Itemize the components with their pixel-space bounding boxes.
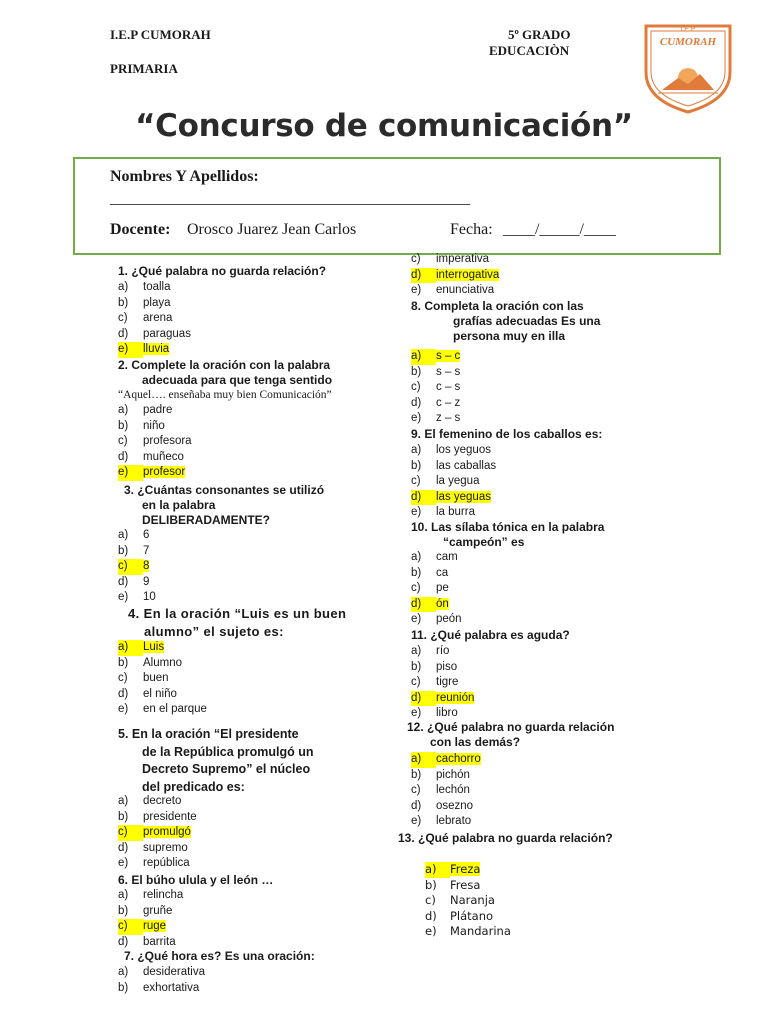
option-text: 7 xyxy=(143,544,150,557)
answer-option[interactable] xyxy=(411,474,496,490)
question-10 xyxy=(411,520,604,550)
question-13-options xyxy=(425,862,511,940)
option-letter: d) xyxy=(411,396,422,409)
option-text: toalla xyxy=(143,281,171,293)
option-text: tigre xyxy=(436,676,459,688)
answer-option[interactable] xyxy=(411,365,460,381)
option-text: imperativa xyxy=(436,253,490,265)
option-text: muñeco xyxy=(143,450,184,463)
answer-option[interactable] xyxy=(118,687,207,703)
option-text: reunión xyxy=(436,691,475,704)
option-letter: a) xyxy=(118,281,129,293)
option-text: playa xyxy=(143,296,171,309)
grade-label: 5º GRADO xyxy=(508,27,571,42)
option-letter: a) xyxy=(411,752,436,768)
question-11 xyxy=(411,628,570,643)
answer-option[interactable] xyxy=(411,799,481,815)
option-letter: d) xyxy=(411,490,436,506)
answer-option[interactable] xyxy=(411,644,474,660)
option-text: presidente xyxy=(143,810,197,823)
option-letter: b) xyxy=(118,904,129,917)
option-letter: b) xyxy=(118,296,129,309)
answer-option[interactable] xyxy=(411,660,474,676)
option-text: niño xyxy=(143,419,165,432)
option-text: Alumno xyxy=(143,656,182,669)
option-text: z – s xyxy=(436,412,461,424)
answer-option[interactable] xyxy=(411,283,499,299)
logo-text: CUMORAH xyxy=(659,36,717,48)
question-6 xyxy=(118,873,273,888)
answer-option[interactable] xyxy=(118,888,183,904)
answer-option[interactable] xyxy=(118,559,156,575)
teacher-label: Docente: xyxy=(110,221,171,238)
question-text: 11. ¿Qué palabra es aguda? xyxy=(411,628,570,642)
answer-option[interactable] xyxy=(411,566,462,582)
answer-option[interactable] xyxy=(411,268,499,284)
answer-option[interactable] xyxy=(411,459,496,475)
option-letter: e) xyxy=(118,342,143,358)
option-text: ón xyxy=(436,597,449,610)
option-text: paraguas xyxy=(143,327,191,340)
option-letter: c) xyxy=(118,559,143,575)
answer-option[interactable] xyxy=(118,311,191,327)
option-text: piso xyxy=(436,660,458,673)
area-label: EDUCACIÒN xyxy=(489,43,570,58)
option-letter: a) xyxy=(411,444,422,456)
option-letter: d) xyxy=(118,935,129,948)
answer-option[interactable] xyxy=(118,528,156,544)
option-letter: c) xyxy=(411,381,421,393)
option-text: buen xyxy=(143,672,169,684)
option-letter: a) xyxy=(411,645,422,657)
answer-option[interactable] xyxy=(118,841,197,857)
names-line[interactable]: _____________________________________________ xyxy=(110,190,470,207)
option-letter: d) xyxy=(425,908,437,923)
question-text: 6. El búho ulula y el león … xyxy=(118,873,274,887)
option-text: barrita xyxy=(143,935,176,948)
option-text: peón xyxy=(436,613,462,625)
school-logo xyxy=(640,20,736,114)
answer-option[interactable] xyxy=(411,675,474,691)
option-letter: b) xyxy=(118,419,129,432)
question-text-2: de la República promulgó un xyxy=(142,744,314,759)
option-letter: c) xyxy=(118,672,128,684)
option-letter: e) xyxy=(411,815,422,827)
option-text: ca xyxy=(436,566,449,579)
question-5-options xyxy=(118,794,197,872)
option-text: profesor xyxy=(143,466,186,478)
option-text: la burra xyxy=(436,506,475,518)
option-text: c – z xyxy=(436,396,461,409)
question-7 xyxy=(124,949,315,964)
question-8-options xyxy=(411,349,460,427)
option-text: en el parque xyxy=(143,703,207,715)
option-text: pichón xyxy=(436,768,470,781)
option-letter: b) xyxy=(118,544,129,557)
question-12 xyxy=(407,720,614,750)
question-text: 2. Complete la oración con la palabra xyxy=(118,358,331,372)
question-4-options xyxy=(118,640,207,718)
answer-option[interactable] xyxy=(118,575,156,591)
date-field[interactable]: ____/_____/____ xyxy=(503,221,616,238)
option-text: desiderativa xyxy=(143,966,206,978)
answer-option[interactable] xyxy=(411,505,496,521)
option-letter: d) xyxy=(118,327,129,340)
option-text: lluvia xyxy=(143,343,170,355)
answer-option[interactable] xyxy=(118,434,192,450)
option-letter: e) xyxy=(118,857,129,869)
option-text: arena xyxy=(143,312,173,324)
option-letter: c) xyxy=(411,784,421,796)
question-text-2: “campeón” es xyxy=(443,535,525,549)
option-letter: e) xyxy=(118,465,143,481)
option-text: cachorro xyxy=(436,753,481,765)
option-letter: b) xyxy=(411,459,422,472)
option-text: lechón xyxy=(436,784,470,796)
school-level: PRIMARIA xyxy=(110,61,178,76)
answer-option[interactable] xyxy=(118,450,192,466)
option-letter: a) xyxy=(118,795,129,807)
answer-option[interactable] xyxy=(118,327,191,343)
answer-option[interactable] xyxy=(118,671,207,687)
option-letter: a) xyxy=(411,349,436,365)
option-text: libro xyxy=(436,707,458,719)
answer-option[interactable] xyxy=(411,783,481,799)
answer-option[interactable] xyxy=(118,342,191,358)
option-text: supremo xyxy=(143,841,188,854)
answer-option[interactable] xyxy=(411,550,462,566)
option-letter: b) xyxy=(411,566,422,579)
answer-option[interactable] xyxy=(118,935,183,951)
answer-option[interactable] xyxy=(118,981,205,997)
option-letter: a) xyxy=(118,640,143,656)
answer-option[interactable] xyxy=(118,965,205,981)
question-text-2: alumno” el sujeto es: xyxy=(144,624,284,639)
option-letter: c) xyxy=(118,919,143,935)
question-text-2: grafías adecuadas Es una xyxy=(453,314,601,328)
option-letter: e) xyxy=(411,613,422,625)
question-9-options xyxy=(411,443,496,521)
option-letter: c) xyxy=(411,253,421,265)
question-text: 12. ¿Qué palabra no guarda relación xyxy=(407,720,615,734)
option-text: 6 xyxy=(143,529,150,541)
answer-option[interactable] xyxy=(411,581,462,597)
option-letter: c) xyxy=(118,435,128,447)
option-letter: a) xyxy=(118,404,129,416)
answer-option[interactable] xyxy=(425,909,511,925)
option-letter: b) xyxy=(118,656,129,669)
date-label: Fecha: xyxy=(450,221,493,238)
option-text: los yeguos xyxy=(436,444,491,456)
option-letter: a) xyxy=(425,862,450,878)
question-2-options xyxy=(118,403,192,481)
question-7-options-continued xyxy=(411,252,499,299)
question-2 xyxy=(118,358,332,388)
option-text: c – s xyxy=(436,381,461,393)
answer-option[interactable] xyxy=(411,490,496,506)
option-text: enunciativa xyxy=(436,284,495,296)
option-text: río xyxy=(436,645,450,657)
option-text: profesora xyxy=(143,435,192,447)
option-text: exhortativa xyxy=(143,981,200,994)
option-letter: b) xyxy=(411,660,422,673)
option-text: Freza xyxy=(450,862,481,876)
option-letter: c) xyxy=(118,825,143,841)
question-text-3: DELIBERADAMENTE? xyxy=(142,513,270,527)
option-letter: d) xyxy=(118,575,129,588)
answer-option[interactable] xyxy=(411,612,462,628)
option-text: las yeguas xyxy=(436,490,491,503)
option-text: s – c xyxy=(436,350,461,362)
option-letter: b) xyxy=(411,768,422,781)
question-11-options xyxy=(411,644,474,722)
question-7-options xyxy=(118,965,205,996)
option-letter: d) xyxy=(411,268,436,284)
answer-option[interactable] xyxy=(411,768,481,784)
question-text: 3. ¿Cuántas consonantes se utilizó xyxy=(124,483,325,497)
answer-option[interactable] xyxy=(425,924,511,940)
answer-option[interactable] xyxy=(411,814,481,830)
answer-option[interactable] xyxy=(118,419,192,435)
question-text-4: del predicado es: xyxy=(142,779,245,794)
option-letter: d) xyxy=(118,687,129,700)
option-letter: c) xyxy=(411,475,421,487)
question-text: 1. ¿Qué palabra no guarda relación? xyxy=(118,264,327,278)
option-letter: a) xyxy=(411,551,422,563)
option-letter: a) xyxy=(118,966,129,978)
answer-option[interactable] xyxy=(118,702,207,718)
answer-option[interactable] xyxy=(118,656,207,672)
option-text: Mandarina xyxy=(450,924,511,938)
question-4 xyxy=(128,605,346,641)
answer-option[interactable] xyxy=(118,919,183,935)
option-letter: e) xyxy=(411,506,422,518)
option-letter: d) xyxy=(411,799,422,812)
option-text: 9 xyxy=(143,575,150,588)
answer-option[interactable] xyxy=(425,893,511,909)
option-text: la yegua xyxy=(436,475,480,487)
option-letter: b) xyxy=(118,981,129,994)
answer-option[interactable] xyxy=(118,640,207,656)
question-3-options xyxy=(118,528,156,606)
question-text: 4. En la oración “Luis es un buen xyxy=(128,606,347,621)
question-text: 10. Las sílaba tónica en la palabra xyxy=(411,520,605,534)
option-text: pe xyxy=(436,582,449,594)
option-text: república xyxy=(143,857,190,869)
option-text: ruge xyxy=(143,920,167,932)
question-12-options xyxy=(411,752,481,830)
option-letter: b) xyxy=(425,877,437,892)
option-letter: a) xyxy=(118,529,129,541)
answer-option[interactable] xyxy=(118,280,191,296)
option-text: Luis xyxy=(143,641,165,653)
option-text: padre xyxy=(143,404,173,416)
answer-option[interactable] xyxy=(411,691,474,707)
option-text: promulgó xyxy=(143,826,191,838)
answer-option[interactable] xyxy=(118,856,197,872)
option-letter: d) xyxy=(118,841,129,854)
option-text: decreto xyxy=(143,795,182,807)
option-text: el niño xyxy=(143,687,177,700)
answer-option[interactable] xyxy=(118,403,192,419)
answer-option[interactable] xyxy=(411,349,460,365)
option-letter: c) xyxy=(411,676,421,688)
answer-option[interactable] xyxy=(411,380,460,396)
option-text: osezno xyxy=(436,799,474,812)
question-text: 5. En la oración “El presidente xyxy=(118,727,299,741)
option-letter: b) xyxy=(411,365,422,378)
option-letter: a) xyxy=(118,889,129,901)
option-text: Plátano xyxy=(450,908,494,923)
answer-option[interactable] xyxy=(118,544,156,560)
option-text: cam xyxy=(436,551,458,563)
question-6-options xyxy=(118,888,183,950)
answer-option[interactable] xyxy=(411,396,460,412)
option-text: las caballas xyxy=(436,459,497,472)
page-title: “Concurso de comunicación” xyxy=(135,108,633,144)
question-text-2: adecuada para que tenga sentido xyxy=(142,373,333,387)
question-3 xyxy=(124,483,324,528)
option-letter: b) xyxy=(118,810,129,823)
answer-option[interactable] xyxy=(118,810,197,826)
option-text: Naranja xyxy=(450,893,495,907)
option-text: gruñe xyxy=(143,904,173,917)
answer-option[interactable] xyxy=(411,752,481,768)
option-letter: e) xyxy=(411,412,422,424)
option-text: lebrato xyxy=(436,815,472,827)
question-text-3: Decreto Supremo” el núcleo xyxy=(142,762,311,776)
logo-small-text: I.E.P xyxy=(680,26,696,33)
question-1 xyxy=(118,264,326,279)
option-letter: d) xyxy=(118,450,129,463)
option-text: interrogativa xyxy=(436,268,500,281)
option-letter: e) xyxy=(425,924,437,938)
option-letter: c) xyxy=(118,312,128,324)
question-5 xyxy=(118,726,352,796)
option-text: s – s xyxy=(436,365,461,378)
question-text: 7. ¿Qué hora es? Es una oración: xyxy=(124,949,315,963)
option-letter: e) xyxy=(411,707,422,719)
answer-option[interactable] xyxy=(411,443,496,459)
answer-option[interactable] xyxy=(411,597,462,613)
option-text: 8 xyxy=(143,560,150,572)
answer-option[interactable] xyxy=(411,252,499,268)
answer-option[interactable] xyxy=(118,296,191,312)
question-text-2: en la palabra xyxy=(142,498,216,512)
question-13 xyxy=(398,831,613,846)
option-letter: e) xyxy=(118,703,129,715)
answer-option[interactable] xyxy=(118,794,197,810)
question-text-3: persona muy en illa xyxy=(453,329,566,343)
question-1-options xyxy=(118,280,191,358)
option-letter: e) xyxy=(411,284,422,296)
answer-option[interactable] xyxy=(118,465,192,481)
answer-option[interactable] xyxy=(118,825,197,841)
teacher-name: Orosco Juarez Jean Carlos xyxy=(187,221,357,238)
option-letter: c) xyxy=(425,893,436,907)
question-8 xyxy=(411,299,600,344)
answer-option[interactable] xyxy=(118,590,156,606)
question-9 xyxy=(411,427,602,442)
option-text: 10 xyxy=(143,591,156,603)
question-text: 9. El femenino de los caballos es: xyxy=(411,427,603,441)
option-text: relincha xyxy=(143,889,184,901)
names-label: Nombres Y Apellidos: xyxy=(110,168,259,185)
question-text: 13. ¿Qué palabra no guarda relación? xyxy=(398,831,613,845)
question-10-options xyxy=(411,550,462,628)
question-text-2: con las demás? xyxy=(430,735,521,749)
option-letter: d) xyxy=(411,691,436,707)
answer-option[interactable] xyxy=(425,878,511,894)
answer-option[interactable] xyxy=(425,862,511,878)
question-text: 8. Completa la oración con las xyxy=(411,299,584,313)
option-text: Fresa xyxy=(450,877,481,892)
option-letter: c) xyxy=(411,582,421,594)
answer-option[interactable] xyxy=(118,904,183,920)
option-letter: e) xyxy=(118,591,129,603)
question-2-sentence: “Aquel…. enseñaba muy bien Comunicación” xyxy=(118,389,332,401)
answer-option[interactable] xyxy=(411,411,460,427)
school-name: I.E.P CUMORAH xyxy=(110,27,211,42)
option-letter: d) xyxy=(411,597,436,613)
